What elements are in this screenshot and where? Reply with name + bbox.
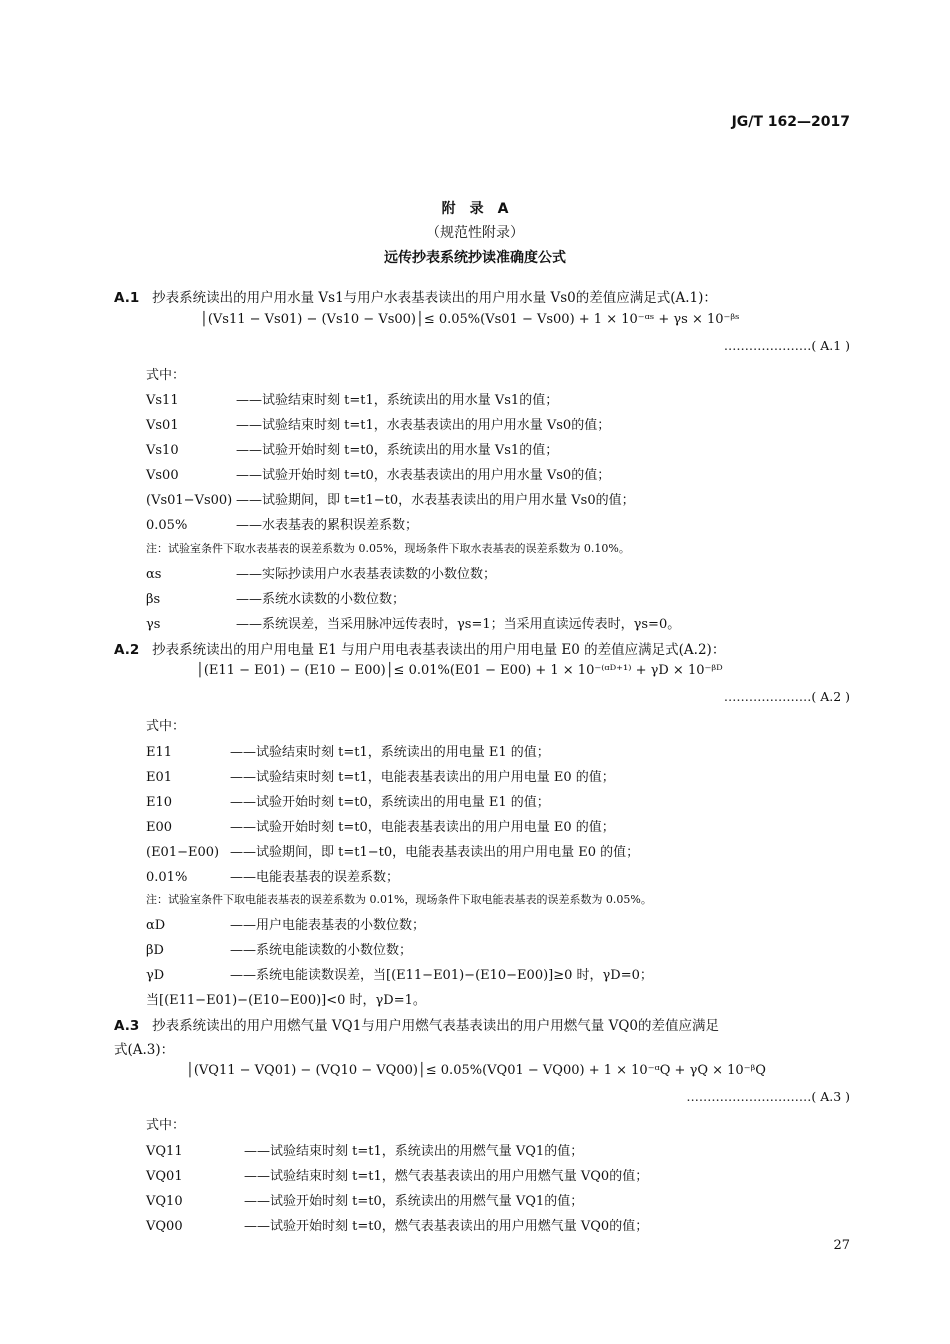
definition-row xyxy=(146,588,405,607)
definition-row xyxy=(146,766,615,785)
document-code: JG/T 162—2017 xyxy=(731,114,850,130)
definition-row xyxy=(146,489,635,508)
definition-row xyxy=(146,939,412,958)
section-number: A.1 xyxy=(114,290,140,306)
definition-text: ——系统电能读数的小数位数； xyxy=(230,943,413,958)
definition-symbol: γD xyxy=(146,968,165,983)
definition-symbol: 0.01% xyxy=(146,870,188,885)
section-text: 抄表系统读出的用户用水量 Vs1与用户水表基表读出的用户用水量 Vs0的差值应满足式(A.1)： xyxy=(152,290,717,306)
definition-text: ——试验期间，即 t=t1−t0，水表基表读出的用户用水量 Vs0的值； xyxy=(236,493,635,508)
definition-symbol: E00 xyxy=(146,820,173,835)
definition-row xyxy=(146,1190,583,1209)
definition-symbol: 0.05% xyxy=(146,518,188,533)
appendix-subtitle: （规范性附录） xyxy=(426,225,524,241)
definition-text: ——系统电能读数误差，当[(E11−E01)−(E10−E00)]≥0 时，γD=0； xyxy=(230,968,653,983)
definition-row xyxy=(146,1140,583,1159)
formula-ref-a1: …………………( A.1 ) xyxy=(723,338,850,353)
definition-symbol: (E01−E00) xyxy=(146,845,220,860)
definition-symbol: γs xyxy=(146,617,161,632)
section-number: A.3 xyxy=(114,1018,140,1034)
definition-symbol: VQ10 xyxy=(146,1194,183,1209)
section-text: 抄表系统读出的用户用电量 E1 与用户用电表基表读出的用户用电量 E0 的差值应满足式(A.2)： xyxy=(152,642,726,658)
definition-symbol: βs xyxy=(146,592,161,607)
definition-row xyxy=(146,439,558,458)
definition-symbol: E10 xyxy=(146,795,173,810)
section-number: A.2 xyxy=(114,642,140,658)
definition-text: ——试验开始时刻 t=t0，燃气表基表读出的用户用燃气量 VQ0的值； xyxy=(244,1219,649,1234)
definition-row xyxy=(146,791,550,810)
section-a3 xyxy=(114,1014,719,1034)
note-a1: 注：试验室条件下取水表基表的误差系数为 0.05%，现场条件下取水表基表的误差系数为 0.10%。 xyxy=(146,542,630,555)
definition-row xyxy=(146,514,418,533)
definition-text: ——试验结束时刻 t=t1，系统读出的用燃气量 VQ1的值； xyxy=(244,1144,584,1159)
definition-text: ——系统水读数的小数位数； xyxy=(236,592,406,607)
definition-row xyxy=(146,964,653,983)
definition-symbol: (Vs01−Vs00) xyxy=(146,493,233,508)
definition-row xyxy=(146,816,615,835)
definition-text: ——试验开始时刻 t=t0，系统读出的用电量 E1 的值； xyxy=(230,795,550,810)
note-a2: 注：试验室条件下取电能表基表的误差系数为 0.01%，现场条件下取电能表基表的误差系数为 0.05%。 xyxy=(146,893,652,906)
appendix-title: 附 录 A xyxy=(441,201,509,217)
definition-symbol: E11 xyxy=(146,745,173,760)
section-a1 xyxy=(114,286,717,306)
definition-symbol: αD xyxy=(146,918,166,933)
definition-text: ——用户电能表基表的小数位数； xyxy=(230,918,426,933)
section-text: 抄表系统读出的用户用燃气量 VQ1与用户用燃气表基表读出的用户用燃气量 VQ0的差值应满足 xyxy=(152,1018,720,1034)
gamma-d-condition: 当[(E11−E01)−(E10−E00)]<0 时，γD=1。 xyxy=(146,993,426,1008)
definition-text: ——试验结束时刻 t=t1，系统读出的用电量 E1 的值； xyxy=(230,745,550,760)
definition-row xyxy=(146,841,639,860)
definition-symbol: Vs01 xyxy=(146,418,179,433)
definition-row xyxy=(146,389,558,408)
formula-ref-a2: …………………( A.2 ) xyxy=(723,689,850,704)
formula-a2: │(E11 − E01) − (E10 − E00)│≤ 0.01%(E01 − E00) + 1 × 10⁻⁽ᵅᴰ⁺¹⁾ + γD × 10⁻ᵝᴰ xyxy=(196,663,723,678)
definition-text: ——试验结束时刻 t=t1，水表基表读出的用户用水量 Vs0的值； xyxy=(236,418,611,433)
definition-symbol: VQ01 xyxy=(146,1169,183,1184)
shizhong-label: 式中： xyxy=(146,1118,186,1133)
definition-text: ——试验开始时刻 t=t0，系统读出的用燃气量 VQ1的值； xyxy=(244,1194,584,1209)
definition-row xyxy=(146,866,399,885)
appendix-heading: 远传抄表系统抄读准确度公式 xyxy=(384,250,566,266)
definition-symbol: VQ00 xyxy=(146,1219,183,1234)
formula-a1: │(Vs11 − Vs01) − (Vs10 − Vs00)│≤ 0.05%(Vs01 − Vs00) + 1 × 10⁻ᵅˢ + γs × 10⁻ᵝˢ xyxy=(200,312,740,327)
definition-text: ——实际抄读用户水表基表读数的小数位数； xyxy=(236,567,497,582)
definition-symbol: Vs00 xyxy=(146,468,179,483)
definition-text: ——试验开始时刻 t=t0，系统读出的用水量 Vs1的值； xyxy=(236,443,559,458)
definition-symbol: βD xyxy=(146,943,164,958)
definition-text: ——电能表基表的误差系数； xyxy=(230,870,400,885)
definition-text: ——试验开始时刻 t=t0，电能表基表读出的用户用电量 E0 的值； xyxy=(230,820,615,835)
definition-text: ——试验结束时刻 t=t1，电能表基表读出的用户用电量 E0 的值； xyxy=(230,770,615,785)
definition-row xyxy=(146,914,425,933)
definition-text: ——试验开始时刻 t=t0，水表基表读出的用户用水量 Vs0的值； xyxy=(236,468,611,483)
definition-text: ——水表基表的累积误差系数； xyxy=(236,518,419,533)
definition-text: ——系统误差，当采用脉冲远传表时，γs=1；当采用直读远传表时，γs=0。 xyxy=(236,617,681,632)
definition-symbol: Vs10 xyxy=(146,443,179,458)
formula-ref-a3: …………………………( A.3 ) xyxy=(686,1089,850,1104)
definition-symbol: αs xyxy=(146,567,162,582)
definition-row xyxy=(146,1215,648,1234)
definition-text: ——试验结束时刻 t=t1，燃气表基表读出的用户用燃气量 VQ0的值； xyxy=(244,1169,649,1184)
shizhong-label: 式中： xyxy=(146,719,186,734)
formula-a3: │(VQ11 − VQ01) − (VQ10 − VQ00)│≤ 0.05%(VQ01 − VQ00) + 1 × 10⁻ᵅQ + γQ × 10⁻ᵝQ xyxy=(186,1063,766,1078)
definition-row xyxy=(146,464,610,483)
definition-symbol: E01 xyxy=(146,770,173,785)
definition-row xyxy=(146,414,610,433)
section-text-continued: 式(A.3)： xyxy=(114,1042,175,1058)
definition-row xyxy=(146,563,496,582)
page-number: 27 xyxy=(833,1238,850,1253)
definition-symbol: VQ11 xyxy=(146,1144,183,1159)
definition-row xyxy=(146,613,680,632)
definition-text: ——试验期间，即 t=t1−t0，电能表基表读出的用户用电量 E0 的值； xyxy=(230,845,640,860)
definition-text: ——试验结束时刻 t=t1，系统读出的用水量 Vs1的值； xyxy=(236,393,559,408)
definition-row xyxy=(146,1165,648,1184)
shizhong-label: 式中： xyxy=(146,368,186,383)
definition-row xyxy=(146,741,550,760)
section-a2 xyxy=(114,638,725,658)
definition-symbol: Vs11 xyxy=(146,393,179,408)
